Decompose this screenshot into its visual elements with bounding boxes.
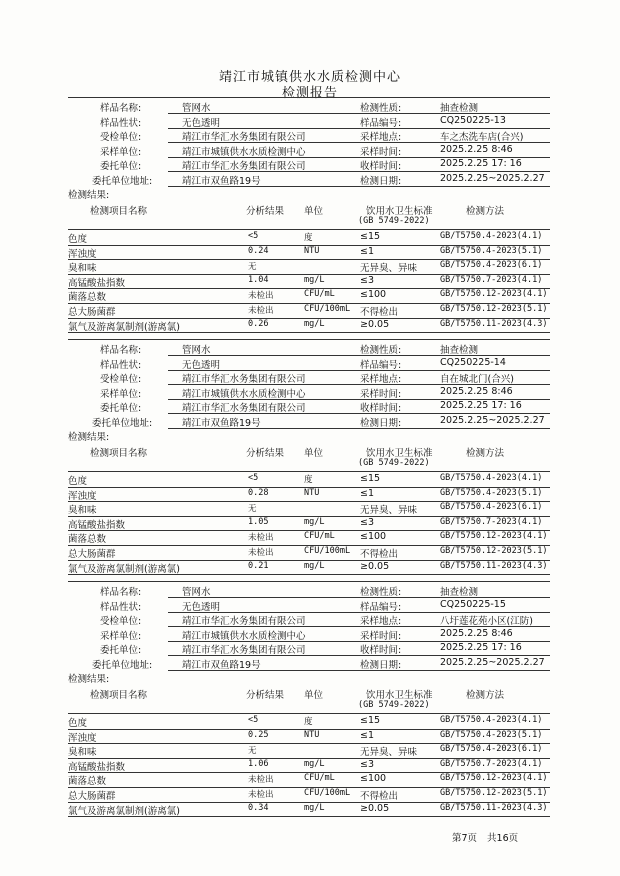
table-row bbox=[68, 488, 550, 502]
item-result: 0.25 bbox=[248, 729, 269, 740]
field-value: 靖江市华汇水务集团有限公司 bbox=[182, 161, 306, 172]
item-result: 1.06 bbox=[248, 758, 269, 769]
report-org-title: 靖江市城镇供水水质检测中心 bbox=[218, 70, 401, 85]
item-result: <5 bbox=[248, 715, 259, 725]
field-label: 采样地点: bbox=[360, 374, 402, 385]
info-row bbox=[68, 129, 550, 143]
item-standard: 不得检出 bbox=[360, 549, 399, 560]
item-unit: NTU bbox=[304, 245, 320, 256]
field-value: 靖江市城镇供水水质检测中心 bbox=[182, 388, 306, 400]
field-label: 检测性质: bbox=[360, 587, 402, 598]
field-label: 收样时间: bbox=[360, 645, 402, 656]
item-result: 未检出 bbox=[248, 548, 274, 558]
info-row bbox=[68, 415, 550, 429]
item-method: GB/T5750.12-2023(4.1) bbox=[440, 773, 548, 784]
field-label: 样品编号: bbox=[360, 601, 402, 613]
col-header-result: 分析结果 bbox=[246, 206, 285, 217]
item-standard: 无异臭、异味 bbox=[360, 505, 418, 517]
item-method: GB/T5750.4-2023(4.1) bbox=[440, 231, 543, 241]
item-standard: 不得检出 bbox=[360, 307, 399, 318]
field-value: 无色透明 bbox=[182, 601, 221, 613]
item-unit: CFU/mL bbox=[304, 289, 335, 300]
field-value: 管网水 bbox=[182, 587, 211, 598]
col-header-standard-sub: (GB 5749-2022) bbox=[358, 458, 430, 468]
table-row bbox=[68, 473, 550, 487]
col-header-unit: 单位 bbox=[304, 690, 324, 701]
col-header-item: 检测项目名称 bbox=[90, 448, 148, 459]
field-label: 受检单位: bbox=[100, 616, 142, 627]
item-unit: mg/L bbox=[304, 274, 325, 285]
item-standard: ≤100 bbox=[360, 773, 387, 785]
item-standard: ≤1 bbox=[360, 729, 375, 741]
item-standard: ≤100 bbox=[360, 289, 387, 301]
field-label: 委托单位: bbox=[100, 403, 142, 414]
field-label: 采样地点: bbox=[360, 132, 402, 143]
item-name: 色度 bbox=[68, 718, 88, 729]
item-method: GB/T5750.4-2023(6.1) bbox=[440, 260, 543, 271]
field-value: 无色透明 bbox=[182, 117, 221, 129]
field-value: 靖江市双鱼路19号 bbox=[182, 659, 261, 671]
item-result: 未检出 bbox=[248, 306, 274, 316]
item-unit: NTU bbox=[304, 729, 320, 740]
item-unit: 度 bbox=[304, 717, 313, 727]
field-value: 2025.2.25 8:46 bbox=[440, 143, 513, 155]
item-result: 1.05 bbox=[248, 516, 269, 527]
table-row bbox=[68, 546, 550, 560]
item-method: GB/T5750.4-2023(4.1) bbox=[440, 473, 543, 483]
results-label-row bbox=[68, 187, 550, 201]
item-standard: ≤15 bbox=[360, 231, 381, 242]
field-value: 管网水 bbox=[182, 103, 211, 114]
table-row bbox=[68, 730, 550, 744]
field-value: CQ250225-13 bbox=[440, 114, 506, 126]
field-value: 无色透明 bbox=[182, 359, 221, 371]
item-standard: ≥0.05 bbox=[360, 318, 390, 330]
table-row bbox=[68, 803, 550, 817]
field-value: 自在城北门(合兴) bbox=[440, 374, 514, 385]
field-value: 2025.2.25 17: 16 bbox=[440, 642, 522, 653]
field-value: 靖江市双鱼路19号 bbox=[182, 175, 261, 187]
item-name: 菌落总数 bbox=[68, 534, 107, 546]
table-row bbox=[68, 561, 550, 575]
table-row bbox=[68, 744, 550, 758]
item-result: 无 bbox=[248, 746, 257, 757]
field-value: 抽查检测 bbox=[440, 587, 479, 598]
field-value: 2025.2.25 8:46 bbox=[440, 627, 513, 639]
table-row bbox=[68, 773, 550, 787]
field-label: 委托单位: bbox=[100, 645, 142, 656]
field-value: 2025.2.25~2025.2.27 bbox=[440, 656, 545, 668]
report-section bbox=[68, 581, 550, 821]
item-method: GB/T5750.4-2023(5.1) bbox=[440, 487, 543, 498]
info-row bbox=[68, 400, 550, 414]
item-method: GB/T5750.12-2023(5.1) bbox=[440, 304, 548, 314]
field-value: 靖江市华汇水务集团有限公司 bbox=[182, 645, 306, 656]
table-header-row bbox=[68, 687, 550, 701]
table-header-row bbox=[68, 203, 550, 217]
item-method: GB/T5750.12-2023(5.1) bbox=[440, 546, 548, 556]
field-label: 收样时间: bbox=[360, 161, 402, 172]
section-top-border bbox=[68, 339, 550, 340]
field-label: 采样地点: bbox=[360, 616, 402, 627]
item-standard: 无异臭、异味 bbox=[360, 263, 418, 275]
item-name: 高锰酸盐指数 bbox=[68, 761, 126, 773]
item-unit: 度 bbox=[304, 233, 313, 243]
item-result: 0.26 bbox=[248, 318, 269, 329]
item-method: GB/T5750.12-2023(4.1) bbox=[440, 531, 548, 542]
field-value: 抽查检测 bbox=[440, 345, 479, 356]
item-name: 氯气及游离氯制剂(游离氯) bbox=[68, 805, 180, 817]
table-row bbox=[68, 289, 550, 303]
table-row bbox=[68, 788, 550, 802]
info-row bbox=[68, 657, 550, 671]
field-value: 2025.2.25 8:46 bbox=[440, 385, 513, 397]
field-label: 委托单位: bbox=[100, 161, 142, 172]
col-header-item: 检测项目名称 bbox=[90, 690, 148, 701]
field-label: 样品名称: bbox=[100, 103, 142, 114]
results-label-row bbox=[68, 671, 550, 685]
item-standard: ≤1 bbox=[360, 245, 375, 257]
page-total: 共16页 bbox=[487, 833, 519, 844]
item-result: 未检出 bbox=[248, 775, 274, 786]
item-name: 总大肠菌群 bbox=[68, 307, 116, 318]
item-unit: mg/L bbox=[304, 516, 325, 527]
row-separator bbox=[68, 332, 550, 333]
field-label: 采样时间: bbox=[360, 630, 402, 642]
field-value: 2025.2.25 17: 16 bbox=[440, 400, 522, 411]
field-label: 收样时间: bbox=[360, 403, 402, 414]
item-name: 臭和味 bbox=[68, 505, 97, 517]
col-header-standard: 饮用水卫生标准 bbox=[366, 448, 433, 459]
info-row bbox=[68, 613, 550, 627]
results-label: 检测结果: bbox=[68, 674, 110, 685]
table-row bbox=[68, 502, 550, 516]
field-value: 靖江市城镇供水水质检测中心 bbox=[182, 630, 306, 642]
field-label: 样品编号: bbox=[360, 359, 402, 371]
item-method: GB/T5750.11-2023(4.3) bbox=[440, 560, 548, 571]
item-method: GB/T5750.7-2023(4.1) bbox=[440, 274, 543, 285]
item-unit: CFU/mL bbox=[304, 531, 335, 542]
field-label: 受检单位: bbox=[100, 374, 142, 385]
item-standard: 不得检出 bbox=[360, 791, 399, 802]
info-row bbox=[68, 628, 550, 642]
report-section bbox=[68, 339, 550, 579]
item-method: GB/T5750.12-2023(4.1) bbox=[440, 289, 548, 300]
col-header-standard: 饮用水卫生标准 bbox=[366, 206, 433, 217]
item-result: 1.04 bbox=[248, 274, 269, 285]
info-row bbox=[68, 599, 550, 613]
item-name: 色度 bbox=[68, 234, 88, 245]
col-header-unit: 单位 bbox=[304, 448, 324, 459]
field-label: 样品名称: bbox=[100, 587, 142, 598]
field-label: 检测性质: bbox=[360, 103, 402, 114]
table-header-border bbox=[68, 471, 550, 472]
item-name: 浑浊度 bbox=[68, 490, 97, 502]
field-label: 委托单位地址: bbox=[92, 659, 153, 671]
page-number: 第7页 bbox=[452, 833, 478, 844]
field-value: 靖江市城镇供水水质检测中心 bbox=[182, 146, 306, 158]
field-label: 受检单位: bbox=[100, 132, 142, 143]
report-section bbox=[68, 97, 550, 337]
item-method: GB/T5750.7-2023(4.1) bbox=[440, 516, 543, 527]
table-row bbox=[68, 517, 550, 531]
field-value: 靖江市华汇水务集团有限公司 bbox=[182, 132, 306, 143]
info-row bbox=[68, 371, 550, 385]
item-standard: ≥0.05 bbox=[360, 802, 390, 814]
row-separator bbox=[68, 816, 550, 817]
item-name: 总大肠菌群 bbox=[68, 791, 116, 802]
item-name: 色度 bbox=[68, 476, 88, 487]
item-result: 未检出 bbox=[248, 533, 274, 544]
item-method: GB/T5750.4-2023(5.1) bbox=[440, 729, 543, 740]
item-unit: CFU/mL bbox=[304, 773, 335, 784]
field-label: 检测性质: bbox=[360, 345, 402, 356]
col-header-standard-sub: (GB 5749-2022) bbox=[358, 216, 430, 226]
item-name: 高锰酸盐指数 bbox=[68, 277, 126, 289]
item-method: GB/T5750.4-2023(6.1) bbox=[440, 502, 543, 513]
item-name: 浑浊度 bbox=[68, 732, 97, 744]
field-value: 2025.2.25~2025.2.27 bbox=[440, 172, 545, 184]
item-standard: 无异臭、异味 bbox=[360, 747, 418, 759]
table-row bbox=[68, 246, 550, 260]
item-standard: ≤3 bbox=[360, 274, 375, 286]
item-result: 0.21 bbox=[248, 560, 269, 571]
field-value: 抽查检测 bbox=[440, 103, 479, 114]
info-row bbox=[68, 584, 550, 598]
field-label: 样品性状: bbox=[100, 601, 142, 613]
info-row bbox=[68, 115, 550, 129]
item-standard: ≤1 bbox=[360, 487, 375, 499]
item-unit: CFU/100mL bbox=[304, 304, 351, 314]
item-method: GB/T5750.11-2023(4.3) bbox=[440, 318, 548, 329]
col-header-item: 检测项目名称 bbox=[90, 206, 148, 217]
row-separator bbox=[68, 574, 550, 575]
table-row bbox=[68, 260, 550, 274]
item-method: GB/T5750.7-2023(4.1) bbox=[440, 758, 543, 769]
col-header-standard-sub: (GB 5749-2022) bbox=[358, 700, 430, 710]
field-label: 委托单位地址: bbox=[92, 417, 153, 429]
table-row bbox=[68, 304, 550, 318]
field-label: 采样时间: bbox=[360, 388, 402, 400]
item-name: 臭和味 bbox=[68, 747, 97, 759]
table-row bbox=[68, 319, 550, 333]
item-unit: mg/L bbox=[304, 318, 325, 329]
table-subheader-row bbox=[68, 700, 550, 714]
info-row bbox=[68, 386, 550, 400]
item-standard: ≤15 bbox=[360, 715, 381, 726]
item-method: GB/T5750.11-2023(4.3) bbox=[440, 802, 548, 813]
info-row bbox=[68, 144, 550, 158]
field-value: 靖江市华汇水务集团有限公司 bbox=[182, 616, 306, 627]
field-label: 检测日期: bbox=[360, 659, 402, 671]
col-header-unit: 单位 bbox=[304, 206, 324, 217]
field-label: 样品编号: bbox=[360, 117, 402, 129]
report-title: 检测报告 bbox=[281, 86, 338, 101]
item-standard: ≤100 bbox=[360, 531, 387, 543]
item-name: 菌落总数 bbox=[68, 776, 107, 788]
field-value: CQ250225-14 bbox=[440, 356, 506, 368]
field-label: 检测日期: bbox=[360, 417, 402, 429]
col-header-standard: 饮用水卫生标准 bbox=[366, 690, 433, 701]
field-value: 2025.2.25~2025.2.27 bbox=[440, 414, 545, 426]
item-unit: 度 bbox=[304, 475, 313, 485]
item-result: 未检出 bbox=[248, 790, 274, 800]
item-result: 0.34 bbox=[248, 802, 269, 813]
table-row bbox=[68, 759, 550, 773]
item-result: 0.28 bbox=[248, 487, 269, 498]
item-method: GB/T5750.4-2023(5.1) bbox=[440, 245, 543, 256]
section-top-border bbox=[68, 581, 550, 582]
table-row bbox=[68, 231, 550, 245]
item-result: 无 bbox=[248, 504, 257, 515]
item-unit: CFU/100mL bbox=[304, 546, 351, 556]
item-result: <5 bbox=[248, 231, 259, 241]
col-header-method: 检测方法 bbox=[466, 206, 505, 217]
item-unit: mg/L bbox=[304, 758, 325, 769]
table-header-border bbox=[68, 713, 550, 714]
field-label: 采样单位: bbox=[100, 630, 142, 642]
table-subheader-row bbox=[68, 458, 550, 472]
section-top-border bbox=[68, 97, 550, 98]
item-result: 无 bbox=[248, 262, 257, 273]
item-unit: mg/L bbox=[304, 560, 325, 571]
field-value: CQ250225-15 bbox=[440, 598, 506, 610]
results-label-row bbox=[68, 429, 550, 443]
table-row bbox=[68, 275, 550, 289]
item-method: GB/T5750.12-2023(5.1) bbox=[440, 788, 548, 798]
field-label: 采样单位: bbox=[100, 146, 142, 158]
table-header-row bbox=[68, 445, 550, 459]
field-value: 八圩莲花苑小区(江防) bbox=[440, 616, 533, 627]
item-method: GB/T5750.4-2023(4.1) bbox=[440, 715, 543, 725]
results-label: 检测结果: bbox=[68, 432, 110, 443]
item-unit: CFU/100mL bbox=[304, 788, 351, 798]
info-row bbox=[68, 642, 550, 656]
item-method: GB/T5750.4-2023(6.1) bbox=[440, 744, 543, 755]
field-label: 样品名称: bbox=[100, 345, 142, 356]
field-value: 靖江市华汇水务集团有限公司 bbox=[182, 374, 306, 385]
info-row bbox=[68, 357, 550, 371]
item-standard: ≤15 bbox=[360, 473, 381, 484]
col-header-method: 检测方法 bbox=[466, 690, 505, 701]
field-value: 靖江市双鱼路19号 bbox=[182, 417, 261, 429]
table-header-border bbox=[68, 229, 550, 230]
info-row bbox=[68, 173, 550, 187]
page-footer bbox=[452, 830, 528, 844]
item-name: 总大肠菌群 bbox=[68, 549, 116, 560]
field-value: 车之杰洗车店(合兴) bbox=[440, 132, 524, 143]
item-name: 臭和味 bbox=[68, 263, 97, 275]
item-standard: ≤3 bbox=[360, 758, 375, 770]
item-result: 未检出 bbox=[248, 291, 274, 302]
info-row bbox=[68, 342, 550, 356]
field-label: 样品性状: bbox=[100, 117, 142, 129]
info-row bbox=[68, 100, 550, 114]
field-value: 靖江市华汇水务集团有限公司 bbox=[182, 403, 306, 414]
item-unit: mg/L bbox=[304, 802, 325, 813]
table-row bbox=[68, 715, 550, 729]
field-label: 检测日期: bbox=[360, 175, 402, 187]
info-row bbox=[68, 158, 550, 172]
item-result: 0.24 bbox=[248, 245, 269, 256]
col-header-method: 检测方法 bbox=[466, 448, 505, 459]
table-subheader-row bbox=[68, 216, 550, 230]
results-label: 检测结果: bbox=[68, 190, 110, 201]
field-label: 采样单位: bbox=[100, 388, 142, 400]
item-name: 菌落总数 bbox=[68, 292, 107, 304]
item-unit: NTU bbox=[304, 487, 320, 498]
field-label: 采样时间: bbox=[360, 146, 402, 158]
item-name: 高锰酸盐指数 bbox=[68, 519, 126, 531]
col-header-result: 分析结果 bbox=[246, 448, 285, 459]
field-value: 管网水 bbox=[182, 345, 211, 356]
item-name: 氯气及游离氯制剂(游离氯) bbox=[68, 321, 180, 333]
field-label: 委托单位地址: bbox=[92, 175, 153, 187]
item-result: <5 bbox=[248, 473, 259, 483]
item-standard: ≤3 bbox=[360, 516, 375, 528]
field-label: 样品性状: bbox=[100, 359, 142, 371]
item-name: 浑浊度 bbox=[68, 248, 97, 260]
table-row bbox=[68, 531, 550, 545]
item-name: 氯气及游离氯制剂(游离氯) bbox=[68, 563, 180, 575]
field-value: 2025.2.25 17: 16 bbox=[440, 158, 522, 169]
col-header-result: 分析结果 bbox=[246, 690, 285, 701]
item-standard: ≥0.05 bbox=[360, 560, 390, 572]
